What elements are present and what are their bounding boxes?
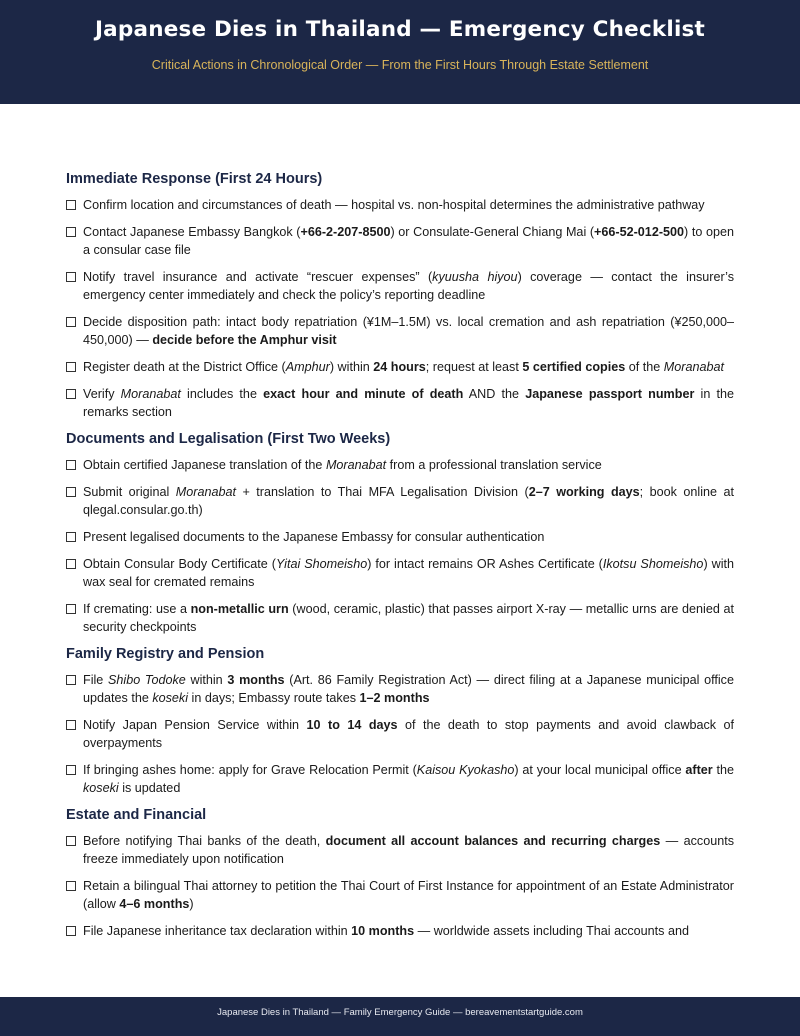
checkbox-icon[interactable] [66, 487, 76, 497]
item-text: File [83, 673, 108, 687]
emphasis-text: +66-52-012-500 [594, 225, 685, 239]
emphasis-text: after [685, 763, 713, 777]
checklist-section [66, 170, 734, 421]
item-text: ; book online at qlegal.consular.go.th) [83, 485, 735, 517]
emphasis-text: 3 months [227, 673, 285, 687]
item-text: (Art. 86 Family Registration Act) — direct filing at a Japanese municipal office updates the [83, 673, 734, 705]
checkbox-icon[interactable] [66, 389, 76, 399]
term-text: Yitai Shomeisho [275, 557, 368, 571]
checklist-item [66, 483, 734, 519]
term-text: Moranabat [175, 485, 236, 499]
checkbox-icon[interactable] [66, 604, 76, 614]
checkbox-icon[interactable] [66, 559, 76, 569]
emphasis-text: exact hour and minute of death [263, 387, 464, 401]
checkbox-icon[interactable] [66, 836, 76, 846]
checklist-section [66, 645, 734, 797]
emphasis-text: non-metallic urn [190, 602, 289, 616]
section-heading: Estate and Financial [66, 807, 207, 823]
section-heading: Documents and Legalisation (First Two Weeks) [66, 431, 391, 447]
checkbox-icon[interactable] [66, 881, 76, 891]
checklist-item [66, 832, 734, 868]
checklist-item [66, 922, 734, 940]
item-text: AND the [463, 387, 526, 401]
item-text: + translation to Thai MFA Legalisation Division ( [235, 485, 529, 499]
item-text: ) to open a consular case file [83, 225, 734, 257]
item-text: ) or Consulate-General Chiang Mai ( [390, 225, 595, 239]
item-text: Obtain Consular Body Certificate ( [83, 557, 276, 571]
page-subtitle: Critical Actions in Chronological Order — From the First Hours Through Estate Settlement [151, 58, 649, 72]
item-text: Submit original [83, 485, 176, 499]
emphasis-text: Japanese passport number [525, 387, 695, 401]
checkbox-icon[interactable] [66, 227, 76, 237]
term-text: koseki [152, 691, 189, 705]
item-text: from a professional translation service [386, 458, 602, 472]
item-text: Before notifying Thai banks of the death, [83, 834, 326, 848]
checklist-item [66, 877, 734, 913]
item-text: ) [189, 897, 194, 911]
term-text: Kaisou Kyokasho [416, 763, 515, 777]
item-text: ) with wax seal for cremated remains [83, 557, 734, 589]
checklist-item [66, 456, 734, 474]
emphasis-text: decide before the Amphur visit [152, 333, 337, 347]
checklist-section [66, 806, 734, 940]
checklist-item [66, 385, 734, 421]
item-text: ) within [329, 360, 374, 374]
emphasis-text: 4–6 months [119, 897, 190, 911]
item-text: Notify travel insurance and activate “rescuer expenses” ( [83, 270, 433, 284]
item-text: Notify Japan Pension Service within [83, 718, 307, 732]
section-heading: Immediate Response (First 24 Hours) [66, 171, 323, 187]
checklist-item [66, 196, 734, 214]
checklist-items [66, 671, 734, 797]
term-text: koseki [83, 781, 119, 795]
checklist-item [66, 223, 734, 259]
item-text: of the death to stop payments and avoid clawback of overpayments [83, 718, 735, 750]
item-text: ) coverage — contact the insurer’s emergency center immediately and check the policy’s reporting deadline [83, 270, 734, 302]
item-text: ) at your local municipal office [514, 763, 686, 777]
checklist-content [66, 170, 734, 949]
emphasis-text: 10 to 14 days [306, 718, 398, 732]
checklist-items [66, 456, 734, 636]
item-text: Retain a bilingual Thai attorney to petition the Thai Court of First Instance for appointment of an Estate Administrator (allow [83, 879, 734, 911]
emphasis-text: document all account balances and recurring charges [325, 834, 661, 848]
checklist-section [66, 430, 734, 636]
item-text: is updated [118, 781, 181, 795]
footer-text: Japanese Dies in Thailand — Family Emergency Guide — bereavementstartguide.com [217, 1007, 583, 1018]
checklist-item [66, 671, 734, 707]
checklist-item [66, 555, 734, 591]
term-text: Moranabat [325, 458, 387, 472]
checklist-items [66, 196, 734, 421]
item-text: If cremating: use a [83, 602, 191, 616]
item-text: Confirm location and circumstances of death — hospital vs. non-hospital determines the administrative pathway [83, 198, 705, 212]
term-text: Moranabat [663, 360, 724, 374]
item-text: in days; Embassy route takes [188, 691, 360, 705]
checkbox-icon[interactable] [66, 200, 76, 210]
checkbox-icon[interactable] [66, 720, 76, 730]
checkbox-icon[interactable] [66, 765, 76, 775]
item-text: includes the [180, 387, 264, 401]
checkbox-icon[interactable] [66, 272, 76, 282]
item-text: within [185, 673, 228, 687]
checklist-item [66, 528, 734, 546]
emphasis-text: 5 certified copies [522, 360, 626, 374]
emphasis-text: 10 months [351, 924, 415, 938]
emphasis-text: 1–2 months [359, 691, 430, 705]
checklist-item [66, 313, 734, 349]
item-text: ; request at least [425, 360, 523, 374]
item-text: If bringing ashes home: apply for Grave Relocation Permit ( [83, 763, 417, 777]
checklist-items [66, 832, 734, 940]
page-title: Japanese Dies in Thailand — Emergency Checklist [94, 17, 705, 42]
section-heading: Family Registry and Pension [66, 646, 265, 662]
checklist-item [66, 716, 734, 752]
item-text: ) for intact remains OR Ashes Certificate ( [367, 557, 603, 571]
checkbox-icon[interactable] [66, 460, 76, 470]
item-text: — worldwide assets including Thai accounts and [414, 924, 689, 938]
checklist-item [66, 600, 734, 636]
checkbox-icon[interactable] [66, 362, 76, 372]
term-text: Shibo Todoke [108, 673, 186, 687]
checkbox-icon[interactable] [66, 532, 76, 542]
item-text: — accounts freeze immediately upon notification [83, 834, 734, 866]
item-text: Verify [83, 387, 121, 401]
checkbox-icon[interactable] [66, 317, 76, 327]
checklist-item [66, 358, 734, 376]
page-footer [0, 997, 800, 1036]
checklist-item [66, 268, 734, 304]
item-text: File Japanese inheritance tax declaration within [83, 924, 352, 938]
item-text: Register death at the District Office ( [83, 360, 286, 374]
checklist-item [66, 761, 734, 797]
item-text: the [712, 763, 734, 777]
term-text: kyuusha hiyou [432, 270, 518, 284]
item-text: Present legalised documents to the Japanese Embassy for consular authentication [83, 530, 545, 544]
emphasis-text: 24 hours [373, 360, 426, 374]
term-text: Amphur [285, 360, 330, 374]
item-text: (wood, ceramic, plastic) that passes airport X-ray — metallic urns are denied at security checkpoints [83, 602, 734, 634]
item-text: Contact Japanese Embassy Bangkok ( [83, 225, 301, 239]
item-text: Obtain certified Japanese translation of the [83, 458, 326, 472]
checkbox-icon[interactable] [66, 675, 76, 685]
term-text: Ikotsu Shomeisho [602, 557, 704, 571]
checkbox-icon[interactable] [66, 926, 76, 936]
item-text: of the [625, 360, 664, 374]
emphasis-text: 2–7 working days [528, 485, 640, 499]
emphasis-text: +66-2-207-8500 [300, 225, 391, 239]
term-text: Moranabat [120, 387, 181, 401]
item-text: in the remarks section [83, 387, 735, 419]
page-header [0, 0, 800, 104]
item-text: Decide disposition path: intact body repatriation (¥1M–1.5M) vs. local cremation and ash repatriation (¥250,000–450,000) — [83, 315, 734, 347]
